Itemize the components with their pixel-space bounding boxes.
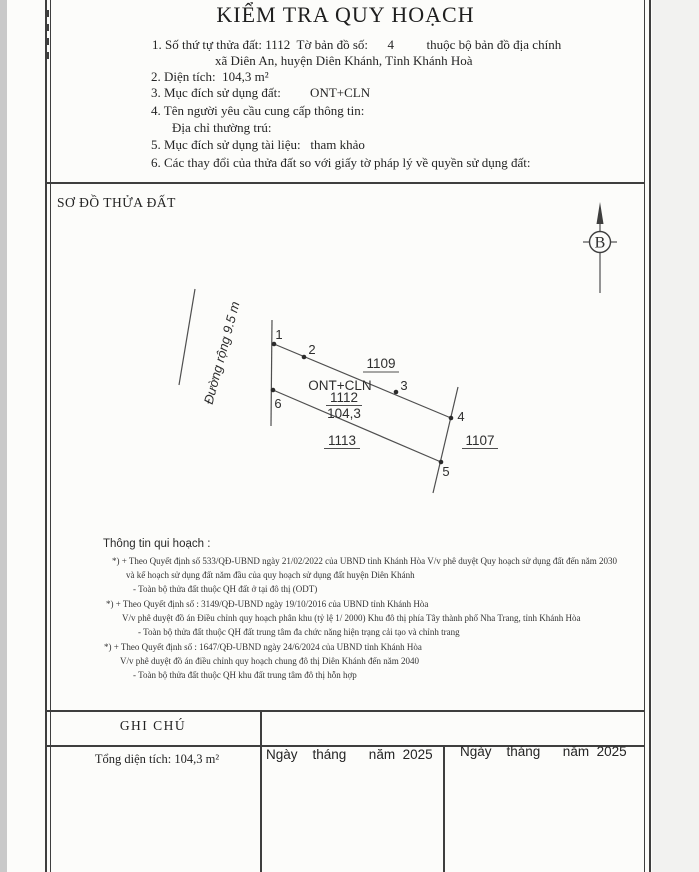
planning-line: và kế hoạch sử dụng đất năm đầu của quy hoạch sử dụng đất huyện Diên Khánh [126,570,415,580]
planning-line: *) + Theo Quyết định số 533/QĐ-UBND ngày 21/02/2022 của UBND tỉnh Khánh Hòa V/v phê duyệt Quy hoạch sử dụng đất đến năm 2030 [112,556,618,566]
planning-line: *) + Theo Quyết định số : 1647/QĐ-UBND ngày 24/6/2024 của UBND tỉnh Khánh Hòa [104,642,422,652]
road-line [179,289,195,385]
date-block-left: Ngày tháng năm 2025 [266,747,433,762]
vertex-dot-1 [272,342,277,347]
neighbor-parcel-1109: 1109 [366,356,396,371]
info-item-area: 2. Diện tích: 104,3 m² [151,69,269,84]
vertex-dot-4 [449,416,454,421]
road-label: Đường rộng 9.5 m [200,299,243,406]
parcel-use-label: ONT+CLN [308,378,372,393]
info-item-requester: 4. Tên người yêu cầu cung cấp thông tin: [151,103,365,118]
planning-line: V/v phê duyệt đồ án điều chỉnh quy hoạch chung đô thị Diên Khánh đến năm 2040 [120,656,419,666]
note-heading: GHI CHÚ [119,718,187,733]
info-item-land-use: 3. Mục đích sử dụng đất: ONT+CLN [151,85,371,100]
north-arrow [583,202,617,293]
planning-line: - Toàn bộ thửa đất thuộc QH đất ở tại đô thị (ODT) [133,584,318,594]
scan-edge-left [0,0,7,872]
neighbor-parcel-1107: 1107 [465,433,495,448]
scan-edge-right [652,0,699,872]
vertex-label-3: 3 [400,378,408,393]
vertex-label-5: 5 [442,464,450,479]
footer-divider-dates [443,745,445,872]
boundary-west [271,320,272,426]
neighbor-parcel-1113: 1113 [327,433,357,448]
vertex-label-1: 1 [275,327,283,342]
info-item-residence: Địa chỉ thường trú: [172,120,272,135]
vertex-label-6: 6 [274,396,282,411]
page-title: KIỂM TRA QUY HOẠCH [216,2,475,27]
scan-artifact-dash [47,38,49,45]
north-label: B [594,234,606,252]
planning-line: *) + Theo Quyết định số : 3149/QĐ-UBND ngày 19/10/2016 của UBND tỉnh Khánh Hòa [106,599,429,609]
footer-divider-note [260,710,262,872]
scan-artifact-dash [47,52,49,59]
planning-line: - Toàn bộ thửa đất thuộc QH đất trung tâm đa chức năng hiện trạng cải tạo và chỉnh trang [138,627,460,637]
date-block-right: Ngày tháng năm 2025 [460,744,627,759]
vertex-dot-3 [394,390,399,395]
info-item-changes: 6. Các thay đổi của thửa đất so với giấy tờ pháp lý về quyền sử dụng đất: [151,155,531,170]
north-arrow-head [597,202,604,224]
vertex-label-4: 4 [457,409,465,424]
vertex-label-2: 2 [308,342,316,357]
info-item-parcel-number: 1. Số thứ tự thửa đất: 1112 Tờ bản đồ số: 4 thuộc bộ bản đồ địa chính [152,37,562,52]
parcel-number: 1112 [329,390,359,405]
planning-heading: Thông tin qui hoạch : [103,538,211,550]
diagram-heading: SƠ ĐỒ THỬA ĐẤT [57,195,176,210]
page-border-right-outer [649,0,651,872]
total-area-value: Tổng diện tích: 104,3 m² [94,752,220,766]
planning-line: - Toàn bộ thửa đất thuộc QH khu đất trung tâm đô thị hỗn hợp [133,670,357,680]
planning-line: V/v phê duyệt đồ án Điều chỉnh quy hoạch phân khu (tỷ lệ 1/ 2000) Khu đô thị phía Tây thành phố Nha Trang, tỉnh Khánh Hòa [122,613,581,623]
footer-table-top-border [46,710,645,712]
vertex-dot-6 [271,388,276,393]
parcel-area: 104,3 [327,406,361,421]
info-item-document-purpose: 5. Mục đích sử dụng tài liệu: tham khảo [151,137,365,152]
vertex-dot-2 [302,355,307,360]
info-item-parcel-address: xã Diên An, huyện Diên Khánh, Tỉnh Khánh Hoà [215,53,473,68]
